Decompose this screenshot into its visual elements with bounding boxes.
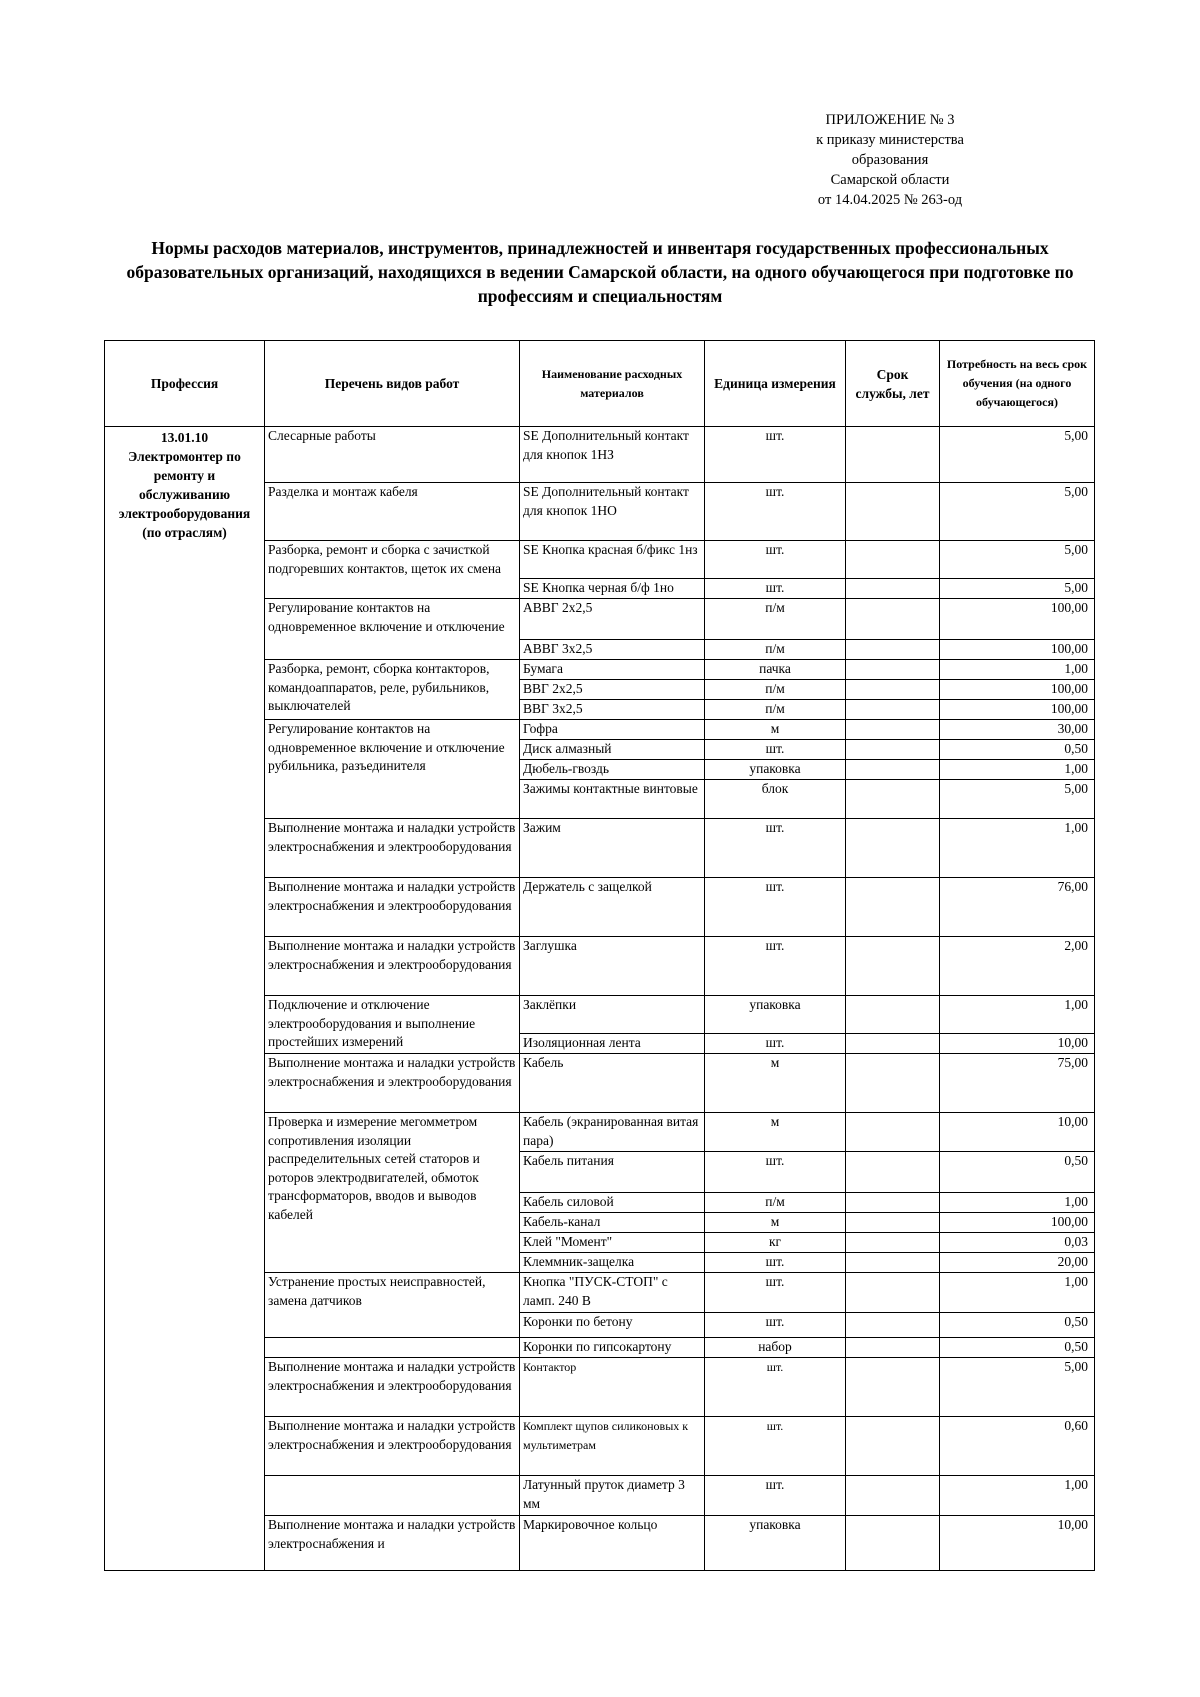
life-cell bbox=[846, 819, 940, 878]
unit-cell: п/м bbox=[705, 1193, 846, 1213]
life-cell bbox=[846, 1516, 940, 1571]
need-cell: 30,00 bbox=[940, 720, 1095, 740]
life-cell bbox=[846, 700, 940, 720]
unit-cell: шт. bbox=[705, 1273, 846, 1313]
material-cell: Кабель bbox=[520, 1054, 705, 1113]
need-cell: 10,00 bbox=[940, 1516, 1095, 1571]
life-cell bbox=[846, 541, 940, 579]
material-cell: Коронки по бетону bbox=[520, 1313, 705, 1338]
table-header-row bbox=[105, 341, 1095, 427]
unit-cell: шт. bbox=[705, 1034, 846, 1054]
unit-cell: п/м bbox=[705, 599, 846, 640]
material-cell: Комплект щупов силиконовых к мультиметрам bbox=[520, 1417, 705, 1476]
need-cell: 100,00 bbox=[940, 1213, 1095, 1233]
material-cell: Диск алмазный bbox=[520, 740, 705, 760]
appendix-line-3: Самарской области bbox=[830, 172, 950, 188]
need-cell: 20,00 bbox=[940, 1253, 1095, 1273]
need-cell: 5,00 bbox=[940, 1358, 1095, 1417]
work-cell: Разборка, ремонт, сборка контакторов, командоаппаратов, реле, рубильников, выключателей bbox=[265, 660, 520, 720]
material-cell: АВВГ 2х2,5 bbox=[520, 599, 705, 640]
unit-cell: шт. bbox=[705, 1417, 846, 1476]
material-cell: Зажим bbox=[520, 819, 705, 878]
material-cell: Дюбель-гвоздь bbox=[520, 760, 705, 780]
unit-cell: шт. bbox=[705, 937, 846, 996]
work-cell-empty bbox=[265, 1476, 520, 1516]
unit-cell: кг bbox=[705, 1233, 846, 1253]
appendix-line-2: образования bbox=[851, 152, 929, 168]
need-cell: 1,00 bbox=[940, 996, 1095, 1034]
material-cell: АВВГ 3х2,5 bbox=[520, 640, 705, 660]
life-cell bbox=[846, 996, 940, 1034]
col-header-unit: Единица измерения bbox=[705, 341, 846, 427]
work-cell: Выполнение монтажа и наладки устройств электроснабжения и электрооборудования bbox=[265, 819, 520, 878]
material-cell: Кабель питания bbox=[520, 1152, 705, 1193]
need-cell: 5,00 bbox=[940, 427, 1095, 483]
unit-cell: шт. bbox=[705, 1358, 846, 1417]
life-cell bbox=[846, 1338, 940, 1358]
work-cell: Регулирование контактов на одновременное включение и отключение рубильника, разъединителя bbox=[265, 720, 520, 819]
material-cell: SE Кнопка черная б/ф 1но bbox=[520, 579, 705, 599]
profession-cell bbox=[105, 427, 265, 1571]
material-cell: Кабель силовой bbox=[520, 1193, 705, 1213]
profession-code: 13.01.10 bbox=[160, 430, 209, 445]
need-cell: 5,00 bbox=[940, 579, 1095, 599]
life-cell bbox=[846, 427, 940, 483]
material-cell: Изоляционная лента bbox=[520, 1034, 705, 1054]
material-cell: Бумага bbox=[520, 660, 705, 680]
unit-cell: блок bbox=[705, 780, 846, 819]
need-cell: 100,00 bbox=[940, 680, 1095, 700]
material-cell: Заглушка bbox=[520, 937, 705, 996]
unit-cell: шт. bbox=[705, 579, 846, 599]
material-cell: Клеммник-защелка bbox=[520, 1253, 705, 1273]
material-cell: ВВГ 3х2,5 bbox=[520, 700, 705, 720]
work-cell: Выполнение монтажа и наладки устройств электроснабжения и электрооборудования bbox=[265, 1054, 520, 1113]
unit-cell: шт. bbox=[705, 878, 846, 937]
life-cell bbox=[846, 1213, 940, 1233]
life-cell bbox=[846, 1358, 940, 1417]
need-cell: 10,00 bbox=[940, 1034, 1095, 1054]
material-cell: SE Дополнительный контакт для кнопок 1НО bbox=[520, 483, 705, 541]
need-cell: 0,03 bbox=[940, 1233, 1095, 1253]
unit-cell: шт. bbox=[705, 1476, 846, 1516]
need-cell: 10,00 bbox=[940, 1113, 1095, 1152]
need-cell: 1,00 bbox=[940, 1273, 1095, 1313]
life-cell bbox=[846, 579, 940, 599]
material-cell: Кнопка "ПУСК-СТОП" с ламп. 240 В bbox=[520, 1273, 705, 1313]
unit-cell: м bbox=[705, 720, 846, 740]
need-cell: 1,00 bbox=[940, 1476, 1095, 1516]
unit-cell: м bbox=[705, 1054, 846, 1113]
material-cell: Коронки по гипсокартону bbox=[520, 1338, 705, 1358]
need-cell: 0,50 bbox=[940, 1338, 1095, 1358]
material-cell: SE Дополнительный контакт для кнопок 1НЗ bbox=[520, 427, 705, 483]
material-cell: Контактор bbox=[520, 1358, 705, 1417]
life-cell bbox=[846, 483, 940, 541]
need-cell: 100,00 bbox=[940, 599, 1095, 640]
life-cell bbox=[846, 1034, 940, 1054]
work-cell: Выполнение монтажа и наладки устройств электроснабжения и электрооборудования bbox=[265, 1417, 520, 1476]
material-cell: Маркировочное кольцо bbox=[520, 1516, 705, 1571]
need-cell: 0,60 bbox=[940, 1417, 1095, 1476]
need-cell: 75,00 bbox=[940, 1054, 1095, 1113]
need-cell: 100,00 bbox=[940, 640, 1095, 660]
work-cell: Проверка и измерение мегомметром сопротивления изоляции распределительных сетей статоров и роторов электродвигателей, обмоток трансформаторов, вводов и выводов кабелей bbox=[265, 1113, 520, 1273]
need-cell: 5,00 bbox=[940, 780, 1095, 819]
need-cell: 0,50 bbox=[940, 740, 1095, 760]
life-cell bbox=[846, 1417, 940, 1476]
work-cell-empty bbox=[265, 1338, 520, 1358]
unit-cell: упаковка bbox=[705, 996, 846, 1034]
work-cell: Разборка, ремонт и сборка с зачисткой подгоревших контактов, щеток их смена bbox=[265, 541, 520, 599]
profession-name: Электромонтер по ремонту и обслуживанию электрооборудования (по отраслям) bbox=[118, 449, 251, 540]
work-cell: Слесарные работы bbox=[265, 427, 520, 483]
col-header-life: Срок службы, лет bbox=[846, 341, 940, 427]
col-header-works: Перечень видов работ bbox=[265, 341, 520, 427]
material-cell: SE Кнопка красная б/фикс 1нз bbox=[520, 541, 705, 579]
life-cell bbox=[846, 780, 940, 819]
unit-cell: шт. bbox=[705, 483, 846, 541]
life-cell bbox=[846, 740, 940, 760]
unit-cell: шт. bbox=[705, 541, 846, 579]
need-cell: 1,00 bbox=[940, 660, 1095, 680]
col-header-need: Потребность на весь срок обучения (на одного обучающегося) bbox=[940, 341, 1095, 427]
life-cell bbox=[846, 660, 940, 680]
life-cell bbox=[846, 599, 940, 640]
col-header-material: Наименование расходных материалов bbox=[520, 341, 705, 427]
unit-cell: шт. bbox=[705, 1152, 846, 1193]
life-cell bbox=[846, 1273, 940, 1313]
material-cell: Клей "Момент" bbox=[520, 1233, 705, 1253]
unit-cell: упаковка bbox=[705, 1516, 846, 1571]
unit-cell: п/м bbox=[705, 640, 846, 660]
material-cell: Держатель с защелкой bbox=[520, 878, 705, 937]
appendix-line-4: от 14.04.2025 № 263-од bbox=[817, 192, 963, 208]
life-cell bbox=[846, 680, 940, 700]
material-cell: Зажимы контактные винтовые bbox=[520, 780, 705, 819]
material-cell: Гофра bbox=[520, 720, 705, 740]
work-cell: Выполнение монтажа и наладки устройств электроснабжения и электрооборудования bbox=[265, 937, 520, 996]
unit-cell: пачка bbox=[705, 660, 846, 680]
col-header-profession: Профессия bbox=[105, 341, 265, 427]
material-cell: Латунный пруток диаметр 3 мм bbox=[520, 1476, 705, 1516]
unit-cell: м bbox=[705, 1213, 846, 1233]
life-cell bbox=[846, 1152, 940, 1193]
unit-cell: упаковка bbox=[705, 760, 846, 780]
need-cell: 76,00 bbox=[940, 878, 1095, 937]
need-cell: 2,00 bbox=[940, 937, 1095, 996]
work-cell: Выполнение монтажа и наладки устройств электроснабжения и электрооборудования bbox=[265, 878, 520, 937]
need-cell: 1,00 bbox=[940, 1193, 1095, 1213]
life-cell bbox=[846, 1113, 940, 1152]
life-cell bbox=[846, 640, 940, 660]
material-cell: Кабель (экранированная витая пара) bbox=[520, 1113, 705, 1152]
life-cell bbox=[846, 760, 940, 780]
material-cell: ВВГ 2х2,5 bbox=[520, 680, 705, 700]
life-cell bbox=[846, 1253, 940, 1273]
life-cell bbox=[846, 720, 940, 740]
life-cell bbox=[846, 1313, 940, 1338]
unit-cell: шт. bbox=[705, 819, 846, 878]
material-cell: Кабель-канал bbox=[520, 1213, 705, 1233]
life-cell bbox=[846, 878, 940, 937]
need-cell: 5,00 bbox=[940, 541, 1095, 579]
unit-cell: шт. bbox=[705, 740, 846, 760]
need-cell: 5,00 bbox=[940, 483, 1095, 541]
life-cell bbox=[846, 1054, 940, 1113]
norms-table bbox=[104, 340, 1095, 1571]
work-cell: Выполнение монтажа и наладки устройств электроснабжения и bbox=[265, 1516, 520, 1571]
need-cell: 1,00 bbox=[940, 819, 1095, 878]
material-cell: Заклёпки bbox=[520, 996, 705, 1034]
unit-cell: п/м bbox=[705, 700, 846, 720]
life-cell bbox=[846, 1476, 940, 1516]
document-title: Нормы расходов материалов, инструментов, принадлежностей и инвентаря государственных профессиональных образовательных организаций, находящихся в ведении Самарской области, на одного обучающегося при подготовке по профессиям и специальностям bbox=[126, 238, 1074, 306]
unit-cell: м bbox=[705, 1113, 846, 1152]
work-cell: Подключение и отключение электрооборудования и выполнение простейших измерений bbox=[265, 996, 520, 1054]
work-cell: Разделка и монтаж кабеля bbox=[265, 483, 520, 541]
unit-cell: шт. bbox=[705, 1253, 846, 1273]
need-cell: 0,50 bbox=[940, 1152, 1095, 1193]
work-cell: Регулирование контактов на одновременное включение и отключение bbox=[265, 599, 520, 660]
work-cell: Выполнение монтажа и наладки устройств электроснабжения и электрооборудования bbox=[265, 1358, 520, 1417]
life-cell bbox=[846, 1233, 940, 1253]
table-row bbox=[105, 427, 1095, 483]
need-cell: 100,00 bbox=[940, 700, 1095, 720]
need-cell: 1,00 bbox=[940, 760, 1095, 780]
unit-cell: шт. bbox=[705, 1313, 846, 1338]
appendix-block bbox=[780, 110, 1000, 210]
life-cell bbox=[846, 937, 940, 996]
appendix-line-1: к приказу министерства bbox=[816, 132, 964, 148]
unit-cell: п/м bbox=[705, 680, 846, 700]
unit-cell: набор bbox=[705, 1338, 846, 1358]
work-cell: Устранение простых неисправностей, замена датчиков bbox=[265, 1273, 520, 1338]
appendix-number: ПРИЛОЖЕНИЕ № 3 bbox=[825, 112, 955, 128]
need-cell: 0,50 bbox=[940, 1313, 1095, 1338]
life-cell bbox=[846, 1193, 940, 1213]
unit-cell: шт. bbox=[705, 427, 846, 483]
